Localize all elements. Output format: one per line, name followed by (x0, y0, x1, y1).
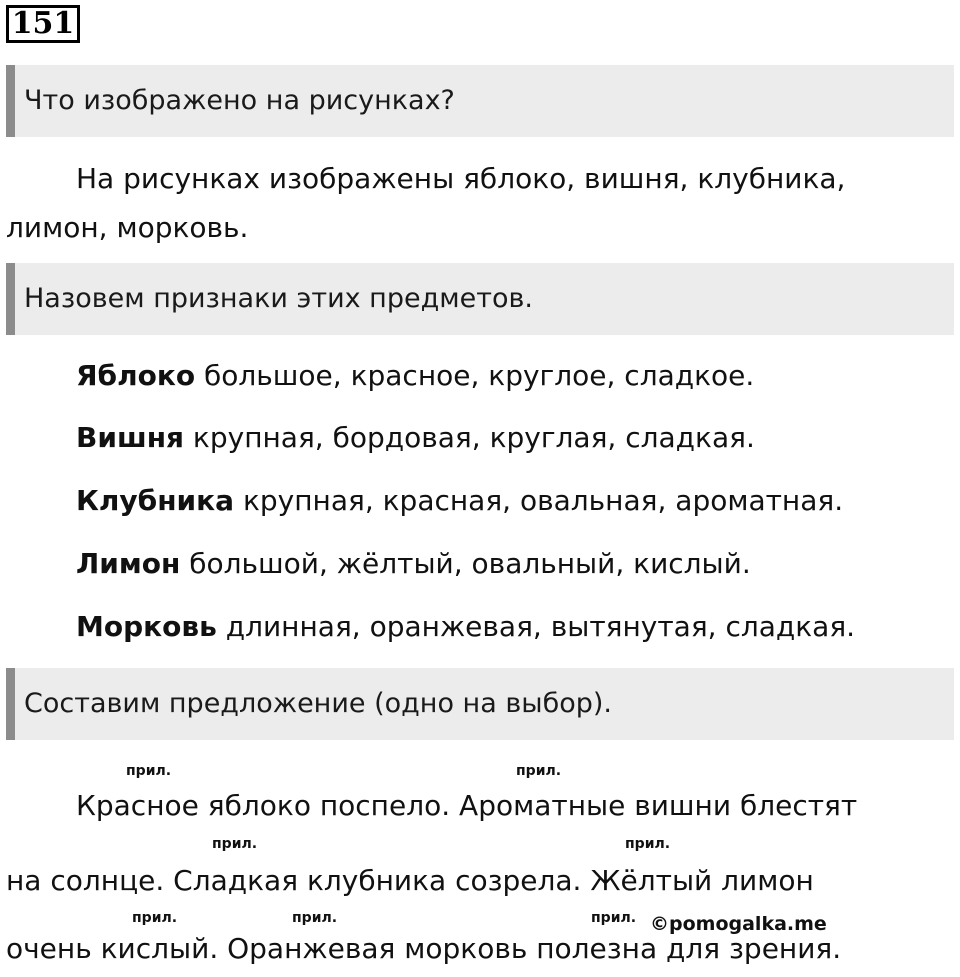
feature-text-cherry: крупная, бордовая, круглая, сладкая. (184, 421, 755, 454)
answer-line-2: лимон, морковь. (6, 211, 249, 244)
question-what-depicted: Что изображено на рисунках? (6, 65, 954, 137)
feature-line-carrot (76, 610, 855, 644)
pos-tag: прил. (625, 836, 671, 852)
feature-word-carrot: Морковь (76, 610, 217, 643)
sentence-line-1: Красное яблоко поспело. Ароматные вишни блестят (76, 789, 858, 822)
feature-word-strawberry: Клубника (76, 484, 235, 517)
pos-tag: прил. (132, 910, 178, 926)
exercise-number: 151 (6, 5, 80, 43)
question-make-sentence: Составим предложение (одно на выбор). (6, 668, 954, 740)
feature-line-apple (76, 359, 754, 393)
feature-line-lemon (76, 547, 751, 581)
sentence-line-3: очень кислый. Оранжевая морковь полезна для зрения. (6, 932, 842, 965)
question-name-features: Назовем признаки этих предметов. (6, 263, 954, 335)
sentence-line-2: на солнце. Сладкая клубника созрела. Жёлтый лимон (6, 864, 814, 897)
copyright-watermark: ©pomogalka.me (650, 913, 827, 935)
feature-word-lemon: Лимон (76, 547, 181, 580)
feature-word-cherry: Вишня (76, 421, 185, 454)
pos-tag: прил. (126, 763, 172, 779)
feature-line-cherry (76, 421, 755, 455)
feature-word-apple: Яблоко (76, 359, 196, 392)
feature-text-apple: большое, красное, круглое, сладкое. (195, 359, 755, 392)
feature-text-strawberry: крупная, красная, овальная, ароматная. (234, 484, 844, 517)
feature-line-strawberry (76, 484, 843, 518)
pos-tag: прил. (516, 763, 562, 779)
pos-tag: прил. (292, 910, 338, 926)
feature-text-carrot: длинная, оранжевая, вытянутая, сладкая. (216, 610, 856, 643)
feature-text-lemon: большой, жёлтый, овальный, кислый. (180, 547, 751, 580)
pos-tag: прил. (212, 836, 258, 852)
pos-tag: прил. (591, 910, 637, 926)
answer-line-1: На рисунках изображены яблоко, вишня, клубника, (76, 162, 846, 195)
